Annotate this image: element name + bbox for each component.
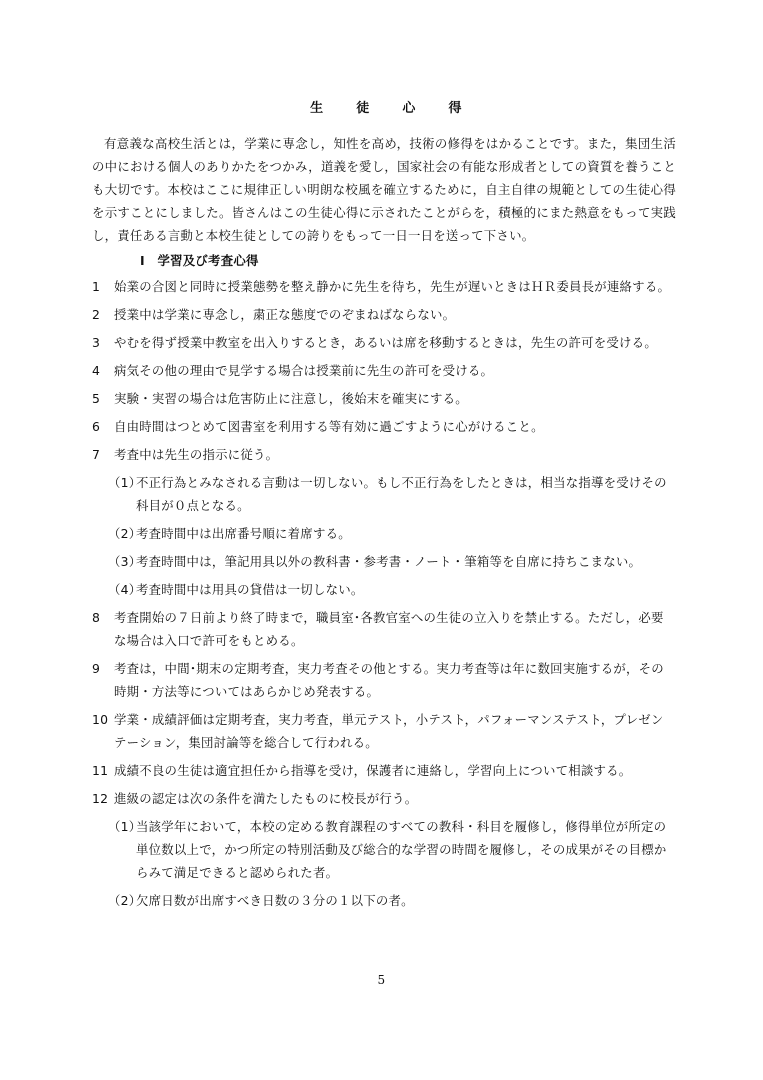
- rule-subitem-number: （1）: [108, 475, 142, 490]
- rule-item: [92, 331, 676, 354]
- rule-item-text: 学業・成績評価は定期考査，実力考査，単元テスト，小テスト，パフォーマンステスト，プレゼンテーション，集団討論等を総合して行われる。: [114, 712, 664, 750]
- rule-subitem-text: 考査時間中は，筆記用具以外の教科書・参考書・ノート・筆箱等を自席に持ちこまない。: [136, 554, 642, 569]
- rule-item-number: 2: [92, 307, 101, 322]
- rule-item-text: 考査は，中間･期末の定期考査，実力考査その他とする。実力考査等は年に数回実施するが，その時期・方法等についてはあらかじめ発表する。: [114, 661, 664, 699]
- rule-subitem: [92, 522, 676, 545]
- rule-subitem: [92, 471, 676, 517]
- document-title: 生 徒 心 得: [310, 101, 476, 116]
- rule-item-number: 7: [92, 447, 101, 462]
- rule-item: [92, 708, 676, 754]
- intro-paragraph: 有意義な高校生活とは，学業に専念し，知性を高め，技術の修得をはかることです。また，集団生活の中における個人のありかたをつかみ，道義を愛し，国家社会の有能な形成者としての資質を養うことも大切です。本校はここに規律正しい明朗な校風を確立するために，自主自律の規範としての生徒心得を示すことにしました。皆さんはこの生徒心得に示されたことがらを，積極的にまた熱意をもって実践し，責任ある言動と本校生徒としての誇りをもって一日一日を送って下さい。: [92, 136, 676, 243]
- rule-item-number: 4: [92, 363, 101, 378]
- rule-item: [92, 415, 676, 438]
- rule-item-text: 実験・実習の場合は危害防止に注意し，後始末を確実にする。: [114, 391, 468, 406]
- rule-item-number: 1: [92, 279, 101, 294]
- rule-subitem: [92, 889, 676, 912]
- document-page: [92, 100, 676, 917]
- rule-item-text: 始業の合図と同時に授業態勢を整え静かに先生を待ち，先生が遅いときはＨＲ委員長が連絡する。: [114, 279, 671, 294]
- rules-list: [92, 275, 676, 912]
- rule-item: [92, 443, 676, 466]
- rule-item: [92, 787, 676, 810]
- rule-item-number: 11: [92, 763, 109, 778]
- rule-item-text: 考査中は先生の指示に従う。: [114, 447, 279, 462]
- rule-subitem-text: 欠席日数が出席すべき日数の３分の１以下の者。: [136, 893, 414, 908]
- section-heading: Ⅰ 学習及び考査心得: [140, 253, 259, 268]
- rule-subitem: [92, 815, 676, 884]
- rule-subitem-number: （1）: [108, 819, 142, 834]
- rule-item: [92, 303, 676, 326]
- page-number: 5: [377, 973, 386, 987]
- rule-item-number: 9: [92, 661, 101, 676]
- rule-subitem: [92, 550, 676, 573]
- rule-item-text: 進級の認定は次の条件を満たしたものに校長が行う。: [114, 791, 418, 806]
- rule-item-number: 3: [92, 335, 101, 350]
- rule-subitem-number: （3）: [108, 554, 142, 569]
- rule-subitem-text: 当該学年において，本校の定める教育課程のすべての教科・科目を履修し，修得単位が所定の単位数以上で，かつ所定の特別活動及び総合的な学習の時間を履修し，その成果がその目標からみて満足できると認められた者。: [136, 819, 667, 880]
- rule-item-text: 自由時間はつとめて図書室を利用する等有効に過ごすように心がけること。: [114, 419, 544, 434]
- rule-item-number: 6: [92, 419, 101, 434]
- rule-subitem-number: （2）: [108, 526, 142, 541]
- rule-subitem-text: 考査時間中は用具の貸借は一切しない。: [136, 582, 364, 597]
- rule-item: [92, 606, 676, 652]
- rule-item-text: 授業中は学業に専念し，粛正な態度でのぞまねばならない。: [114, 307, 456, 322]
- rule-item-number: 10: [92, 712, 109, 727]
- rule-item-text: 病気その他の理由で見学する場合は授業前に先生の許可を受ける。: [114, 363, 494, 378]
- rule-item: [92, 387, 676, 410]
- rule-item-number: 12: [92, 791, 109, 806]
- rule-item-text: 考査開始の７日前より終了時まで，職員室･各教官室への生徒の立入りを禁止する。ただし，必要な場合は入口で許可をもとめる。: [114, 610, 664, 648]
- rule-subitem-text: 考査時間中は出席番号順に着席する。: [136, 526, 351, 541]
- rule-item-number: 5: [92, 391, 101, 406]
- rule-item: [92, 359, 676, 382]
- rule-item: [92, 275, 676, 298]
- rule-subitem: [92, 578, 676, 601]
- rule-subitem-number: （2）: [108, 893, 142, 908]
- rule-item-text: やむを得ず授業中教室を出入りするとき，あるいは席を移動するときは，先生の許可を受ける。: [114, 335, 657, 350]
- rule-subitem-text: 不正行為とみなされる言動は一切しない。もし不正行為をしたときは，相当な指導を受けその科目が０点となる。: [136, 475, 667, 513]
- rule-item: [92, 759, 676, 782]
- rule-subitem-number: （4）: [108, 582, 142, 597]
- rule-item: [92, 657, 676, 703]
- rule-item-text: 成績不良の生徒は適宜担任から指導を受け，保護者に連絡し，学習向上について相談する。: [114, 763, 632, 778]
- rule-item-number: 8: [92, 610, 101, 625]
